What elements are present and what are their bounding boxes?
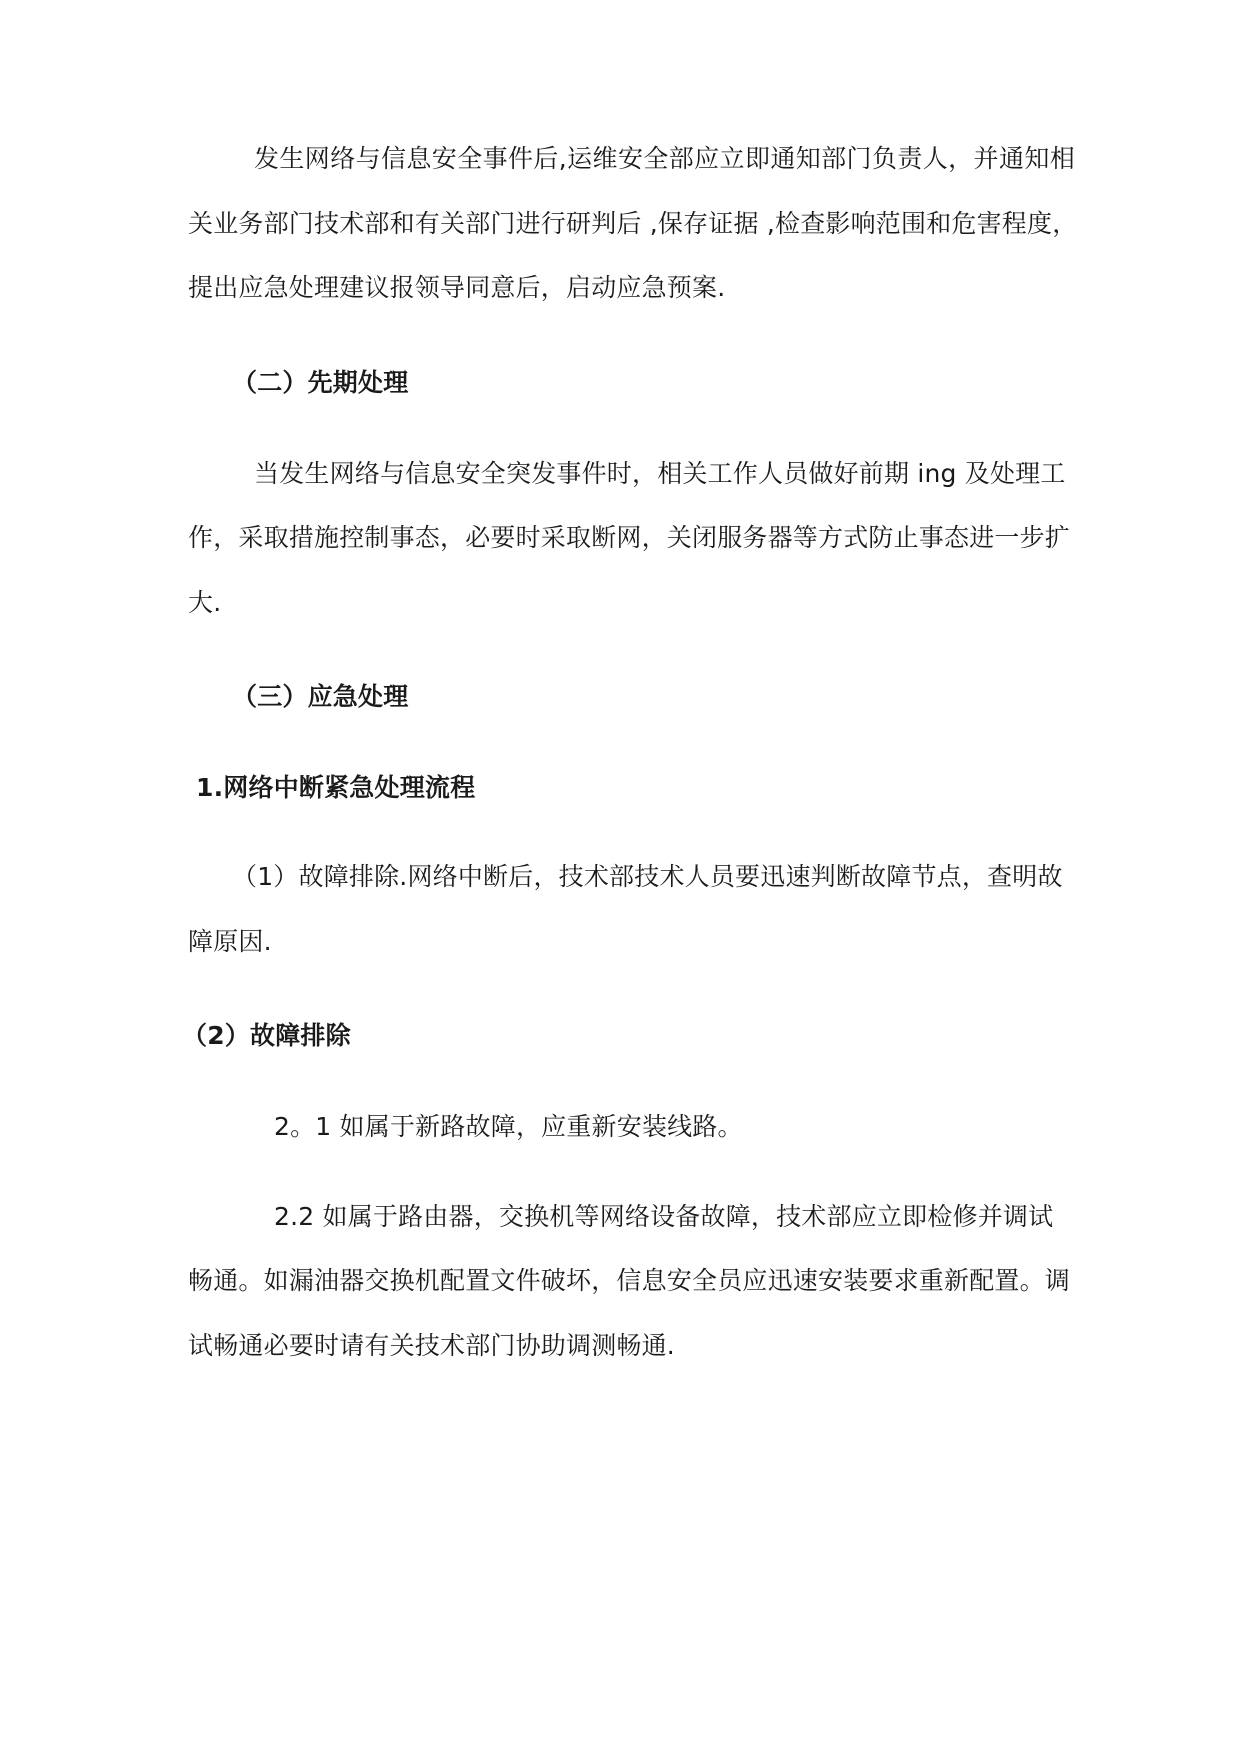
paragraph-5-line-2: 畅通。如漏油器交换机配置文件破坏，信息安全员应迅速安装要求重新配置。调 — [188, 1266, 1071, 1295]
paragraph-3-line-1: （1）故障排除.网络中断后，技术部技术人员要迅速判断故障节点，查明故 — [232, 862, 1063, 891]
paragraph-2-line-3: 大. — [188, 588, 222, 617]
paragraph-4-line-1: 2。1 如属于新路故障，应重新安装线路。 — [274, 1112, 743, 1141]
paragraph-2-line-2: 作，采取措施控制事态，必要时采取断网，关闭服务器等方式防止事态进一步扩 — [188, 523, 1071, 552]
paragraph-5-line-3: 试畅通必要时请有关技术部门协助调测畅通. — [188, 1331, 675, 1360]
subheading-fault-removal: （2）故障排除 — [182, 1021, 351, 1050]
paragraph-3-line-2: 障原因. — [188, 927, 272, 956]
paragraph-1-line-3: 提出应急处理建议报领导同意后，启动应急预案. — [188, 273, 726, 302]
paragraph-2-line-1: 当发生网络与信息安全突发事件时，相关工作人员做好前期 ing 及处理工 — [254, 459, 1066, 488]
section-heading-2: （二）先期处理 — [232, 368, 409, 397]
paragraph-1-line-1: 发生网络与信息安全事件后,运维安全部应立即通知部门负责人，并通知相 — [254, 144, 1076, 173]
subheading-network-interruption: 1.网络中断紧急处理流程 — [196, 773, 476, 802]
section-heading-3: （三）应急处理 — [232, 682, 409, 711]
paragraph-5-line-1: 2.2 如属于路由器，交换机等网络设备故障，技术部应立即检修并调试 — [274, 1202, 1054, 1231]
paragraph-1-line-2: 关业务部门技术部和有关部门进行研判后 ,保存证据 ,检查影响范围和危害程度， — [188, 209, 1078, 238]
